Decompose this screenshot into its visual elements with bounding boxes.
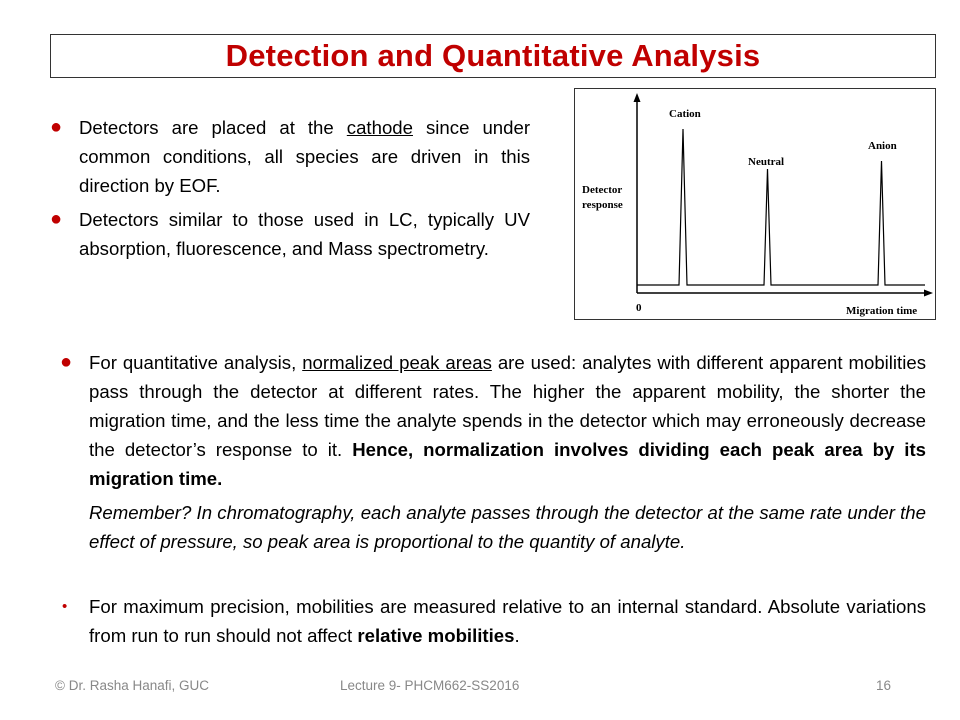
x-origin-label: 0 [636,302,642,314]
footer-page-number: 16 [876,678,892,693]
normalized-peak-areas-term: normalized peak areas [302,352,492,373]
bullet-dot: ● [50,208,63,230]
bullet-text: . [514,625,520,646]
slide-title: Detection and Quantitative Analysis [225,38,761,73]
title-box [50,34,936,78]
remember-note: Remember? In chromatography, each analyte passes through the detector at the same rate under the effect of pressure, so peak area is proportional to the quantity of analyte. [89,502,926,552]
y-axis-label-line1: Detector [582,184,623,196]
electropherogram-figure [574,88,936,320]
detector-trace [637,129,925,285]
bullet-text: For quantitative analysis, [89,352,303,373]
bullet-text: Detectors similar to those used in LC, typically UV absorption, fluorescence, and Mass spectrometry. [79,209,530,259]
x-axis-arrow [924,290,933,297]
relative-mobilities-term: relative mobilities [357,625,515,646]
bullet-precision [89,592,926,650]
y-axis-arrow [634,93,641,102]
bullet-text: since under common conditions, all species are driven in this direction by EOF. [79,117,531,196]
bullet-dot: • [62,598,68,615]
x-axis-label: Migration time [846,305,918,317]
bullet-dot: ● [60,351,73,373]
bullet-text: are used: analytes with different apparent mobilities pass through the detector at different rates. The higher the apparent mobility, the shorter the migration time, and the less time the analyte spends in the detector which may erroneously decrease the detector’s response to it. [89,352,926,460]
electropherogram-svg [575,89,934,318]
bullet-text: For maximum precision, mobilities are measured relative to an internal standard. Absolute variations from run to run should not affect [89,596,926,646]
bullet-cathode [79,113,530,200]
bullet-quantitative [89,348,926,493]
y-axis-label-line2: response [582,199,623,211]
peak-label-cation: Cation [669,108,701,120]
bullet-dot: ● [50,116,63,138]
peak-label-neutral: Neutral [748,156,785,168]
footer-lecture: Lecture 9- PHCM662-SS2016 [340,678,520,693]
cathode-term: cathode [346,117,413,138]
normalization-statement: Hence, normalization involves dividing each peak area by its migration time. [89,439,926,489]
peak-label-anion: Anion [868,140,897,152]
bullet-text: Detectors are placed at the [79,117,347,138]
bullet-detectors [79,205,530,263]
footer-author: © Dr. Rasha Hanafi, GUC [55,678,209,693]
